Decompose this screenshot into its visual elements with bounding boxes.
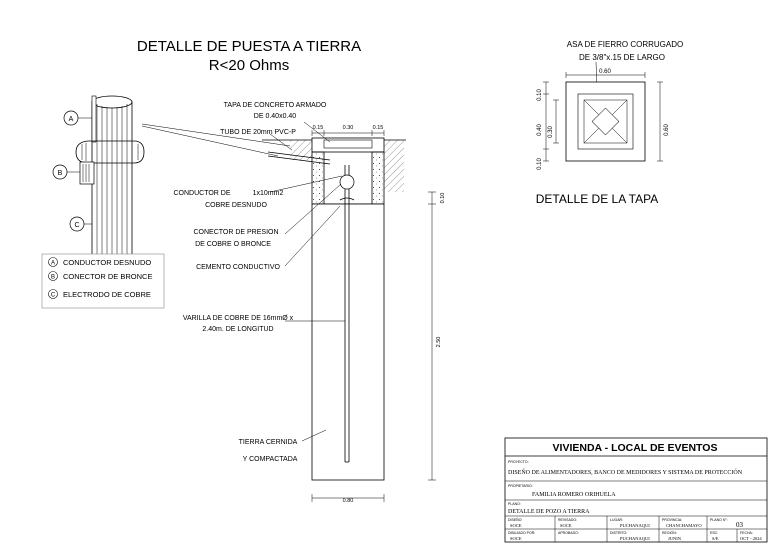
legend bbox=[42, 254, 164, 308]
tapa-dim-left-bottom: 0.10 bbox=[537, 158, 543, 170]
fecha-value: OCT - 2024 bbox=[740, 536, 762, 541]
plano-value: DETALLE DE POZO A TIERRA bbox=[508, 509, 590, 515]
legend-key-c: C bbox=[50, 292, 56, 299]
tapa-dim-left-mid: 0.40 bbox=[537, 124, 543, 136]
dim-015-right: 0.15 bbox=[372, 125, 384, 131]
plano-label: PLANO: bbox=[508, 502, 521, 506]
main-title: DETALLE DE PUESTA A TIERRA bbox=[136, 38, 362, 55]
tapa-detail bbox=[536, 40, 683, 206]
propietario-value: FAMILIA ROMERO ORIHUELA bbox=[532, 492, 616, 498]
dim-080: 0.80 bbox=[342, 498, 354, 504]
revisado-label: REVISADO: bbox=[558, 518, 578, 522]
lugar-value: PUCHANAQUI bbox=[620, 523, 650, 528]
dim-250: 2.50 bbox=[436, 336, 442, 348]
dim-010: 0.10 bbox=[440, 192, 446, 204]
proyecto-value: DISEÑO DE ALIMENTADORES, BANCO DE MEDIDORES Y SISTEMA DE PROTECCIÓN bbox=[508, 470, 743, 476]
aprobado-label: APROBADO: bbox=[558, 531, 579, 535]
electrode-illustration bbox=[76, 96, 144, 264]
dim-030: 0.30 bbox=[342, 125, 354, 131]
plano-num-label: PLANO N°: bbox=[710, 518, 728, 522]
label-cemento: CEMENTO CONDUCTIVO bbox=[196, 264, 280, 271]
dibujado-value: SOCE bbox=[510, 536, 522, 541]
label-tierra-1: TIERRA CERNIDA bbox=[238, 439, 298, 446]
label-conductor-1: CONDUCTOR DE bbox=[173, 190, 231, 197]
dim-015-left: 0.15 bbox=[312, 125, 324, 131]
pit-section bbox=[142, 122, 406, 480]
label-varilla-1: VARILLA DE COBRE DE 16mmØ x bbox=[182, 315, 294, 322]
label-tubo: TUBO DE 20mm PVC-P bbox=[220, 129, 296, 136]
diseno-value: SOCE bbox=[510, 523, 522, 528]
diseno-label: DISEÑO: bbox=[508, 518, 523, 522]
label-tapa-2: DE 0.40x0.40 bbox=[253, 113, 297, 120]
title-block-header: VIVIENDA - LOCAL DE EVENTOS bbox=[552, 442, 718, 454]
revisado-value: SOCE bbox=[560, 523, 572, 528]
tapa-title-2: DE 3/8"x.15 DE LARGO bbox=[579, 53, 665, 62]
distrito-label: DISTRITO: bbox=[610, 531, 628, 535]
region-label: REGIÓN: bbox=[662, 531, 677, 535]
label-tapa-1: TAPA DE CONCRETO ARMADO bbox=[223, 102, 327, 109]
region-value: JUNIN bbox=[668, 536, 681, 541]
label-conector-1: CONECTOR DE PRESION bbox=[193, 229, 279, 236]
main-subtitle: R<20 Ohms bbox=[208, 57, 290, 74]
title-block bbox=[505, 438, 767, 542]
provincia-value: CHANCHAMAYO bbox=[666, 523, 702, 528]
tapa-dim-top: 0.60 bbox=[599, 69, 611, 75]
lugar-label: LUGAR: bbox=[610, 518, 624, 522]
tapa-dim-inner: 0.30 bbox=[548, 126, 554, 138]
label-tierra-2: Y COMPACTADA bbox=[242, 456, 298, 463]
fecha-label: FECHA: bbox=[740, 531, 753, 535]
tapa-title-1: ASA DE FIERRO CORRUGADO bbox=[566, 40, 684, 49]
propietario-label: PROPIETARIO: bbox=[508, 484, 533, 488]
legend-text-a: CONDUCTOR DESNUDO bbox=[63, 258, 152, 267]
escala-label: ESC: bbox=[710, 531, 719, 535]
distrito-value: PUCHANAQUI bbox=[620, 536, 650, 541]
callout-a-label: A bbox=[68, 116, 74, 123]
dibujado-label: DIBUJADO POR: bbox=[508, 531, 536, 535]
legend-text-b: CONECTOR DE BRONCE bbox=[63, 272, 153, 281]
label-conductor-2: COBRE DESNUDO bbox=[205, 202, 267, 209]
tapa-caption: DETALLE DE LA TAPA bbox=[535, 192, 659, 206]
callout-c-label: C bbox=[74, 222, 80, 229]
legend-key-b: B bbox=[50, 274, 56, 281]
callout-b-label: B bbox=[57, 170, 63, 177]
label-conductor-size: 1x10mm2 bbox=[252, 190, 284, 197]
legend-text-c: ELECTRODO DE COBRE bbox=[63, 290, 151, 299]
label-conector-2: DE COBRE O BRONCE bbox=[195, 241, 271, 248]
tapa-dim-left-top: 0.10 bbox=[537, 89, 543, 101]
plano-num-value: 03 bbox=[736, 521, 743, 529]
tapa-dim-right: 0.60 bbox=[664, 124, 670, 136]
proyecto-label: PROYECTO: bbox=[508, 460, 529, 464]
provincia-label: PROVINCIA: bbox=[662, 518, 683, 522]
escala-value: S/E bbox=[712, 536, 719, 541]
label-varilla-2: 2.40m. DE LONGITUD bbox=[202, 326, 274, 333]
legend-key-a: A bbox=[50, 260, 56, 267]
